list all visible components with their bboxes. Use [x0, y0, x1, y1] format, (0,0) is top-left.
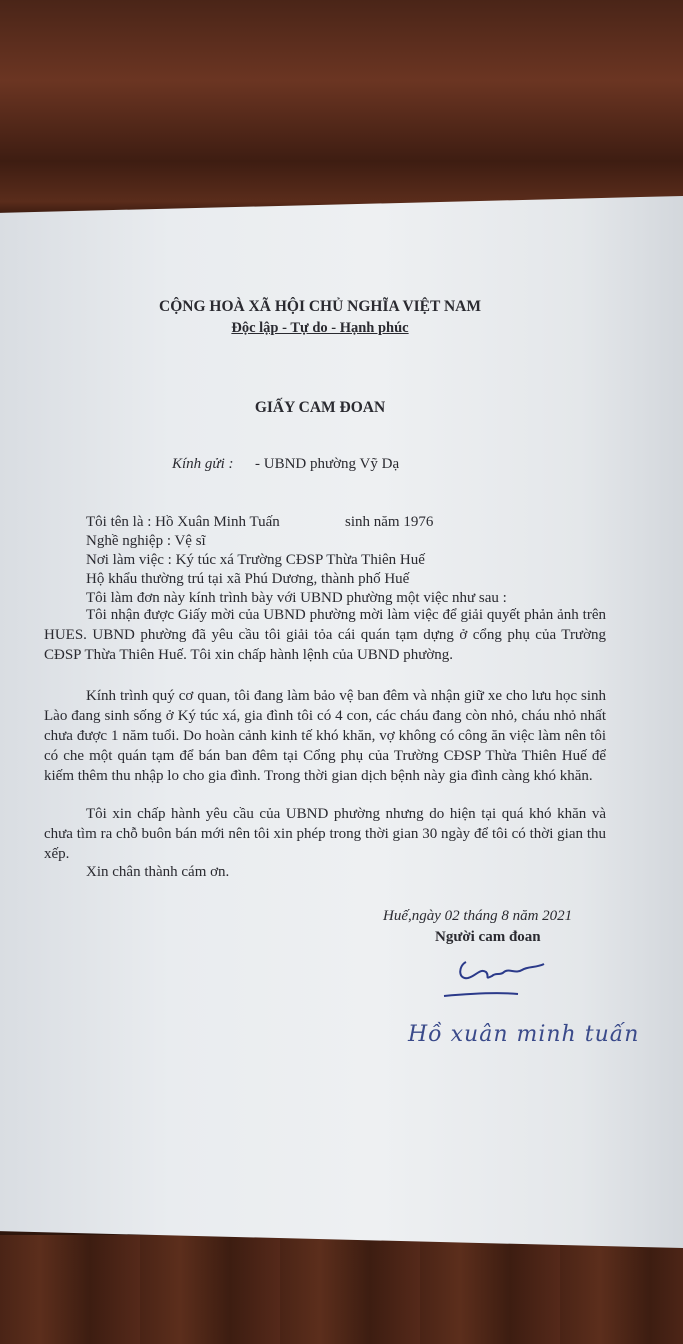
workplace-line: Nơi làm việc : Ký túc xá Trường CĐSP Thừa Thiên Huế [86, 552, 425, 568]
intro-line: Tôi làm đơn này kính trình bày với UBND phường một việc như sau : [86, 590, 507, 606]
wooden-table-bottom [0, 1235, 683, 1344]
signature-scrawl [436, 950, 548, 1002]
closing-line: Xin chân thành cám ơn. [86, 864, 230, 880]
addressee-value: - UBND phường Vỹ Dạ [255, 456, 400, 472]
addressee-label: Kính gửi : [172, 456, 234, 472]
signer-title: Người cam đoan [435, 929, 541, 945]
handwritten-name: Hồ xuân minh tuấn [408, 1022, 640, 1047]
motto: Độc lập - Tự do - Hạnh phúc [231, 320, 409, 336]
residence-line: Hộ khẩu thường trú tại xã Phú Dương, thành phố Huế [86, 571, 410, 587]
place-date: Huế,ngày 02 tháng 8 năm 2021 [383, 908, 573, 924]
birth-year: sinh năm 1976 [345, 514, 434, 530]
document-title: GIẤY CAM ĐOAN [254, 399, 386, 416]
paragraph-2: Kính trình quý cơ quan, tôi đang làm bảo vệ ban đêm và nhận giữ xe cho lưu học sinh Lào đang sinh sống ở Ký túc xá, gia đình tôi có 4 con, các cháu đang còn nhỏ, cháu nhỏ nhất chưa được 1 năm tuổi. Do hoàn cảnh kinh tế khó khăn, vợ không có công ăn việc làm nên tôi có che một quán tạm để bán ban đêm tại Cổng phụ của Trường CĐSP Thừa Thiên Huế để kiếm thêm thu nhập lo cho gia đình. Trong thời gian dịch bệnh này gia đình càng khó khăn. [44, 688, 606, 784]
paragraph-1: Tôi nhận được Giấy mời của UBND phường mời làm việc để giải quyết phản ảnh trên HUES. UBND phường đã yêu cầu tôi giải tỏa cái quán tạm dựng ở cổng phụ của Trường CĐSP Thừa Thiên Huế. Tôi xin chấp hành lệnh của UBND phường. [44, 607, 606, 663]
name-line: Tôi tên là : Hồ Xuân Minh Tuấn [86, 514, 280, 530]
paragraph-3: Tôi xin chấp hành yêu cầu của UBND phường nhưng do hiện tại quá khó khăn và chưa tìm ra chỗ buôn bán mới nên tôi xin phép trong thời gian 30 ngày để tôi có thời gian thu xếp. [44, 806, 606, 862]
occupation-line: Nghề nghiệp : Vệ sĩ [86, 533, 206, 549]
nation-header: CỘNG HOÀ XÃ HỘI CHỦ NGHĨA VIỆT NAM [159, 298, 481, 315]
